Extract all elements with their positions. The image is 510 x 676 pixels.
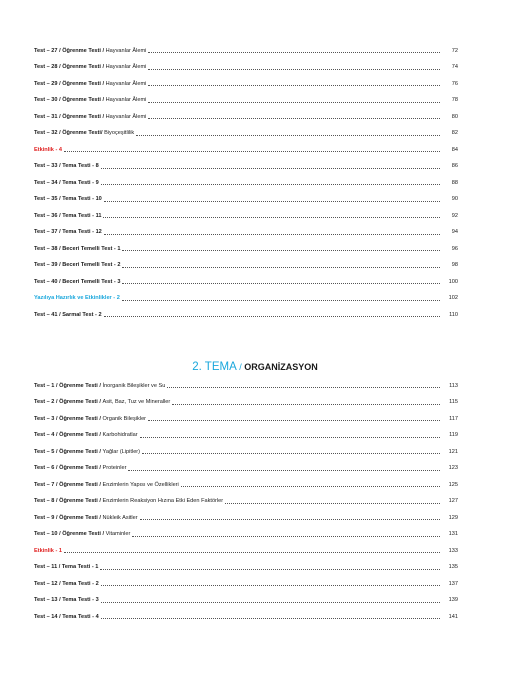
toc-entry[interactable] — [34, 423, 458, 440]
toc-entry-title — [34, 180, 99, 187]
test-number: Test – 39 / — [34, 262, 63, 268]
toc-entry[interactable] — [34, 373, 458, 390]
toc-entry-title — [34, 564, 98, 571]
dot-leader — [122, 267, 440, 268]
toc-entry-title — [34, 482, 179, 489]
test-number: Test – 32 / — [34, 130, 63, 136]
toc-entry-title — [34, 48, 146, 55]
page-number: 135 — [448, 564, 458, 570]
test-kind: Tema Testi - 12 — [62, 229, 102, 235]
page-number: 113 — [449, 382, 458, 389]
toc-entry[interactable] — [34, 187, 458, 204]
page-number: 125 — [448, 481, 458, 488]
dot-leader — [104, 201, 440, 202]
page-number: 80 — [451, 113, 458, 120]
test-number: Test – 14 / — [34, 613, 63, 620]
page-number: 88 — [451, 179, 458, 186]
test-kind: Tema Testi - 4 — [62, 613, 99, 620]
toc-entry-title — [34, 465, 126, 472]
test-number: Test – 35 / — [34, 196, 63, 202]
toc-entry[interactable] — [34, 154, 458, 171]
page-number: 84 — [451, 146, 458, 153]
page-number: 115 — [449, 399, 458, 405]
dot-leader — [148, 420, 440, 421]
test-number: Test – 37 / — [34, 229, 63, 235]
toc-entry-title — [34, 163, 99, 170]
test-kind: Tema Testi - 11 — [62, 212, 102, 219]
dot-leader — [140, 437, 440, 438]
toc-entry[interactable] — [34, 121, 458, 138]
test-number: Test – 38 / — [34, 245, 63, 252]
page-number: 72 — [451, 47, 458, 54]
page-number: 139 — [448, 597, 458, 603]
test-kind: Tema Testi - 9 — [62, 179, 99, 186]
test-topic: Proteinler — [102, 465, 127, 471]
toc-entry[interactable] — [34, 439, 458, 456]
toc-entry-title — [34, 213, 101, 220]
toc-section-1 — [34, 38, 458, 319]
page-number: 129 — [448, 514, 458, 521]
toc-section-2 — [34, 373, 458, 621]
toc-entry-title — [34, 114, 146, 121]
dot-leader — [148, 52, 440, 53]
test-kind: Öğrenme Testi / — [59, 382, 103, 389]
test-number: Test – 27 / — [34, 47, 63, 54]
dot-leader — [122, 250, 440, 251]
page-number: 127 — [448, 498, 458, 504]
test-topic: Hayvanlar Âlemi — [105, 47, 147, 54]
toc-entry-title — [34, 399, 170, 406]
toc-entry[interactable] — [34, 505, 458, 522]
test-topic: Yağlar (Lipitler) — [102, 448, 141, 455]
test-number: Test – 12 / — [34, 580, 63, 587]
page-number: 133 — [448, 547, 458, 554]
toc-entry-title — [34, 449, 140, 456]
toc-entry-title — [34, 147, 62, 154]
toc-entry[interactable] — [34, 170, 458, 187]
test-kind: Öğrenme Testi / — [59, 415, 103, 422]
page-number: 74 — [451, 64, 458, 70]
dot-leader — [148, 102, 440, 103]
toc-entry-title — [34, 597, 99, 604]
test-number: Test – 8 / — [34, 498, 60, 504]
test-number: Test – 29 / — [34, 80, 63, 87]
dot-leader — [64, 151, 440, 152]
test-topic: Nükleik Asitler — [102, 514, 138, 521]
toc-entry-title — [34, 515, 138, 522]
test-kind: Öğrenme Testi / — [59, 432, 103, 438]
section-separator: / — [236, 362, 245, 372]
dot-leader — [142, 453, 440, 454]
test-number: Test – 3 / — [34, 415, 60, 422]
test-kind: Beceri Temelli Test - 1 — [62, 245, 121, 252]
toc-entry[interactable] — [34, 269, 458, 286]
toc-entry[interactable] — [34, 253, 458, 270]
dot-leader — [128, 470, 440, 471]
toc-entry[interactable] — [34, 489, 458, 506]
test-number: Test – 10 / — [34, 531, 63, 537]
test-number: Test – 6 / — [34, 465, 60, 471]
toc-entry[interactable] — [34, 604, 458, 621]
dot-leader — [101, 168, 440, 169]
test-number: Test – 11 / — [34, 564, 62, 570]
dot-leader — [104, 234, 440, 235]
test-kind: Öğrenme Testi / — [62, 531, 106, 537]
toc-entry[interactable] — [34, 588, 458, 605]
dot-leader — [148, 85, 440, 86]
dot-leader — [100, 569, 440, 570]
dot-leader — [122, 283, 440, 284]
test-kind: Öğrenme Testi / — [62, 47, 106, 54]
dot-leader — [132, 536, 440, 537]
dot-leader — [101, 602, 440, 603]
dot-leader — [181, 486, 440, 487]
test-topic: Organik Bileşikler — [102, 415, 147, 422]
section-number: 2. TEMA — [192, 361, 237, 373]
test-number: Test – 2 / — [34, 399, 60, 405]
dot-leader — [64, 552, 440, 553]
test-topic: Hayvanlar Âlemi — [105, 64, 147, 70]
toc-entry[interactable] — [34, 38, 458, 55]
toc-entry-title — [34, 196, 102, 203]
test-number: Test – 4 / — [34, 432, 60, 438]
test-kind: Öğrenme Testi / — [59, 465, 103, 471]
test-topic: Enzimlerin Reaksiyon Hızına Etki Eden Faktörler — [102, 498, 224, 504]
test-kind: Öğrenme Testi / — [59, 448, 103, 455]
toc-entry[interactable] — [34, 236, 458, 253]
activity-label: Yazılıya Hazırlık ve Etkinlikler - 2 — [34, 295, 120, 301]
test-number: Test – 30 / — [34, 97, 63, 103]
dot-leader — [101, 184, 440, 185]
test-number: Test – 34 / — [34, 179, 63, 186]
toc-entry-title — [34, 295, 120, 302]
toc-entry-title — [34, 548, 62, 555]
test-kind: Tema Testi - 8 — [62, 163, 99, 169]
toc-entry[interactable] — [34, 71, 458, 88]
test-kind: Öğrenme Testi / — [59, 481, 103, 488]
toc-activity-entry[interactable] — [34, 286, 458, 303]
test-kind: Öğrenme Testi/ — [62, 130, 105, 136]
test-number: Test – 40 / — [34, 278, 63, 285]
page-number: 117 — [449, 415, 458, 422]
dot-leader — [136, 135, 440, 136]
dot-leader — [148, 118, 440, 119]
test-topic: Asit, Baz, Tuz ve Mineraller — [102, 399, 171, 405]
toc-entry-title — [34, 229, 102, 236]
page-number: 100 — [448, 278, 458, 285]
page-number: 94 — [451, 229, 458, 235]
test-number: Test – 5 / — [34, 448, 60, 455]
toc-entry[interactable] — [34, 456, 458, 473]
test-number: Test – 7 / — [34, 481, 60, 488]
toc-entry[interactable] — [34, 203, 458, 220]
toc-entry-title — [34, 262, 120, 269]
test-kind: Öğrenme Testi / — [59, 399, 103, 405]
toc-entry-title — [34, 81, 146, 88]
toc-entry[interactable] — [34, 88, 458, 105]
test-topic: Hayvanlar Âlemi — [105, 97, 147, 103]
toc-entry-title — [34, 581, 99, 588]
test-kind: Öğrenme Testi / — [62, 97, 106, 103]
test-topic: İnorganik Bileşikler ve Su — [102, 382, 166, 389]
page-number: 137 — [448, 580, 458, 587]
dot-leader — [101, 618, 440, 619]
test-topic: Enzimlerin Yapısı ve Özellikleri — [102, 481, 179, 488]
activity-label: Etkinlik - 1 — [34, 547, 62, 554]
test-number: Test – 31 / — [34, 113, 63, 120]
test-kind: Sarmal Test - 2 — [62, 311, 102, 318]
test-kind: Öğrenme Testi / — [62, 80, 106, 87]
test-topic: Hayvanlar Âlemi — [105, 80, 147, 87]
dot-leader — [103, 217, 440, 218]
test-kind: Tema Testi - 2 — [62, 580, 99, 587]
page-number: 90 — [451, 196, 458, 202]
test-number: Test – 36 / — [34, 212, 63, 219]
toc-entry-title — [34, 416, 146, 423]
toc-entry-title — [34, 246, 120, 253]
test-kind: Tema Testi - 3 — [62, 597, 99, 603]
page-number: 119 — [449, 432, 458, 438]
section-name: ORGANİZASYON — [244, 362, 318, 372]
test-topic: Biyoçeşitlilik — [104, 130, 135, 136]
test-kind: Beceri Temelli Test - 3 — [62, 278, 121, 285]
test-kind: Öğrenme Testi / — [62, 113, 106, 120]
toc-entry[interactable] — [34, 302, 458, 319]
test-kind: Tema Testi - 1 — [61, 564, 99, 570]
toc-entry[interactable] — [34, 555, 458, 572]
test-kind: Öğrenme Testi / — [59, 498, 103, 504]
test-number: Test – 33 / — [34, 163, 63, 169]
toc-entry-title — [34, 64, 146, 71]
toc-entry[interactable] — [34, 104, 458, 121]
activity-label: Etkinlik - 4 — [34, 146, 62, 153]
page-number: 121 — [448, 448, 458, 455]
page-number: 76 — [451, 80, 458, 87]
toc-entry-title — [34, 279, 120, 286]
toc-entry-title — [34, 498, 223, 505]
test-kind: Öğrenme Testi / — [59, 514, 103, 521]
page-number: 131 — [448, 531, 458, 537]
dot-leader — [148, 69, 440, 70]
toc-entry[interactable] — [34, 220, 458, 237]
dot-leader — [104, 316, 440, 317]
page-number: 123 — [448, 465, 458, 471]
page-number: 102 — [448, 295, 458, 301]
page-number: 141 — [448, 613, 458, 620]
test-topic: Karbohidratlar — [102, 432, 138, 438]
toc-entry[interactable] — [34, 571, 458, 588]
test-number: Test – 13 / — [34, 597, 63, 603]
toc-entry[interactable] — [34, 406, 458, 423]
test-kind: Öğrenme Testi / — [62, 64, 106, 70]
dot-leader — [172, 404, 440, 405]
test-topic: Vitaminler — [105, 531, 131, 537]
test-number: Test – 9 / — [34, 514, 60, 521]
page-number: 92 — [451, 212, 458, 219]
toc-entry[interactable] — [34, 55, 458, 72]
test-number: Test – 41 / — [34, 311, 63, 318]
test-topic: Hayvanlar Âlemi — [105, 113, 147, 120]
toc-entry-title — [34, 97, 146, 104]
toc-activity-entry[interactable] — [34, 137, 458, 154]
toc-entry-title — [34, 531, 130, 538]
page-number: 78 — [451, 97, 458, 103]
toc-entry-title — [34, 383, 165, 390]
dot-leader — [122, 300, 440, 301]
page-number: 86 — [451, 163, 458, 169]
toc-entry-title — [34, 614, 99, 621]
dot-leader — [225, 503, 440, 504]
dot-leader — [167, 387, 440, 388]
toc-entry[interactable] — [34, 390, 458, 407]
toc-entry[interactable] — [34, 522, 458, 539]
test-number: Test – 1 / — [34, 382, 60, 389]
page-number: 96 — [451, 245, 458, 252]
test-kind: Tema Testi - 10 — [62, 196, 102, 202]
dot-leader — [140, 519, 440, 520]
toc-entry-title — [34, 130, 134, 137]
test-kind: Beceri Temelli Test - 2 — [62, 262, 121, 268]
test-number: Test – 28 / — [34, 64, 63, 70]
toc-activity-entry[interactable] — [34, 538, 458, 555]
toc-entry-title — [34, 312, 102, 319]
page-number: 98 — [451, 262, 458, 268]
page-number: 82 — [451, 130, 458, 136]
page-number: 110 — [449, 311, 458, 318]
dot-leader — [101, 585, 440, 586]
toc-entry-title — [34, 432, 138, 439]
toc-entry[interactable] — [34, 472, 458, 489]
